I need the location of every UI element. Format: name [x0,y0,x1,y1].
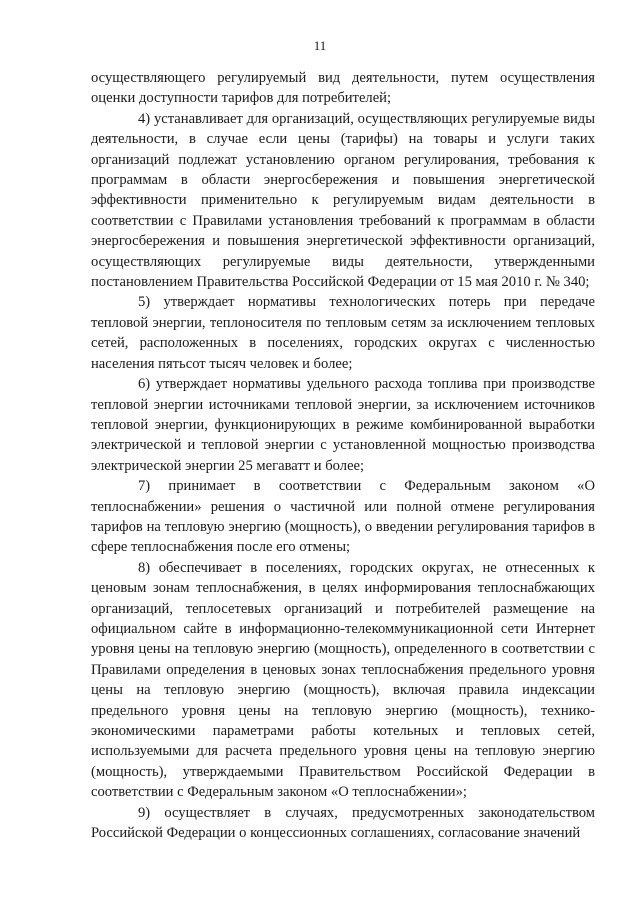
paragraph-item-6: 6) утверждает нормативы удельного расхода топлива при производстве тепловой энергии источниками тепловой энергии, за исключением источников тепловой энергии, функционирующих в режиме комбинированной выработки электрической и тепловой энергии с установленной мощностью производства электрической энергии 25 мегаватт и более; [91,376,595,474]
paragraph-item-4: 4) устанавливает для организаций, осуществляющих регулируемые виды деятельности, в случае если цены (тарифы) на товары и услуги таких организаций подлежат установлению органом регулирования, требования к программам в области энергосбережения и повышения энергетической эффективности применительно к регулируемым видам деятельности в соответствии с Правилами установления требований к программам в области энергосбережения и повышения энергетической эффективности организаций, осуществляющих регулируемые виды деятельности, утвержденными постановлением Правительства Российской Федерации от 15 мая 2010 г. № 340; [91,110,595,291]
paragraph-item-8: 8) обеспечивает в поселениях, городских округах, не отнесенных к ценовым зонам теплоснабжения, в целях информирования теплоснабжающих организаций, теплосетевых организаций и потребителей размещение на официальном сайте в информационно-телекоммуникационной сети Интернет уровня цены на тепловую энергию (мощность), определенного в соответствии с Правилами определения в ценовых зонах теплоснабжения предельного уровня цены на тепловую энергию (мощность), включая правила индексации предельного уровня цены на тепловую энергию (мощность), технико-экономическими параметрами работы котельных и тепловых сетей, используемыми для расчета предельного уровня цены на тепловую энергию (мощность), утверждаемыми Правительством Российской Федерации в соответствии с Федеральным законом «О теплоснабжении»; [91,559,595,801]
document-body [91,68,595,843]
paragraph-item-5: 5) утверждает нормативы технологических потерь при передаче тепловой энергии, теплоносителя по тепловым сетям за исключением тепловых сетей, расположенных в поселениях, городских округах с численностью населения пятьсот тысяч человек и более; [91,294,595,372]
paragraph-item-9: 9) осуществляет в случаях, предусмотренных законодательством Российской Федерации о концессионных соглашениях, согласование значений [91,804,595,842]
paragraph-item-7: 7) принимает в соответствии с Федеральным законом «О теплоснабжении» решения о частичной или полной отмене регулирования тарифов на тепловую энергию (мощность), о введении регулирования тарифов в сфере теплоснабжения после его отмены; [91,478,595,556]
page-number: 11 [313,38,327,53]
paragraph-continuation: осуществляющего регулируемый вид деятельности, путем осуществления оценки доступности тарифов для потребителей; [91,70,595,107]
